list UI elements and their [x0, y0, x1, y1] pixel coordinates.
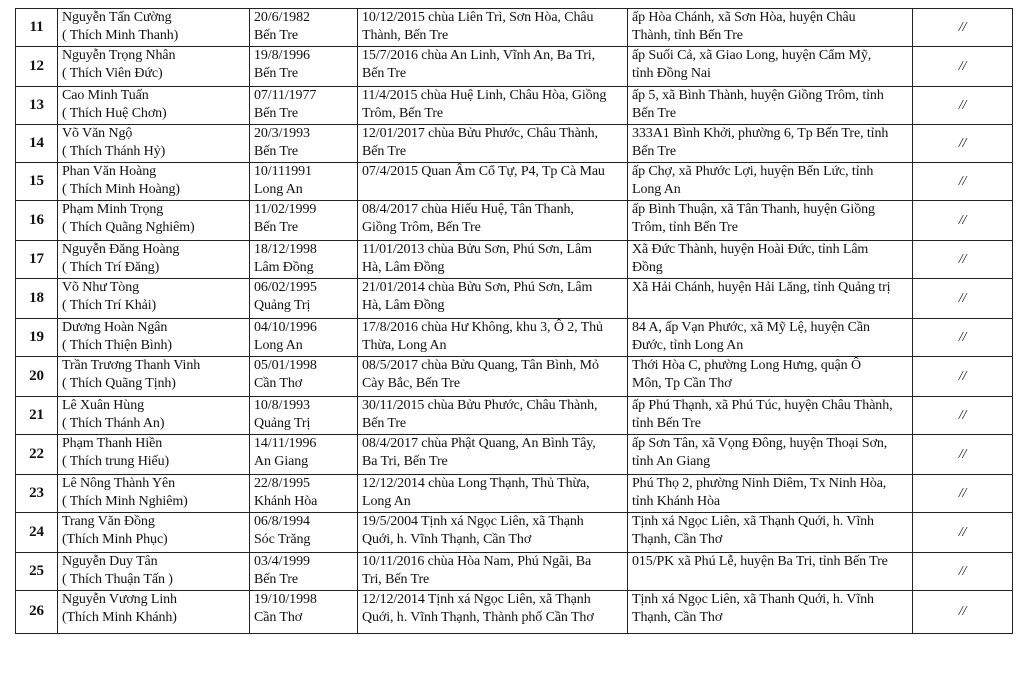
birth-date: 04/10/1996 [254, 320, 317, 335]
address-cell [628, 163, 913, 201]
row-number-cell [16, 397, 58, 435]
birth-cell [250, 591, 358, 634]
ordination-line: Tri, Bến Tre [362, 571, 430, 587]
ordination-cell [358, 319, 628, 357]
address-line: tỉnh An Giang [632, 453, 711, 469]
address-cell [628, 87, 913, 125]
table-row [16, 87, 1013, 125]
lay-name: Nguyễn Vương Linh [62, 592, 177, 607]
lay-name: Phạm Minh Trọng [62, 202, 164, 217]
address-line: Bến Tre [632, 143, 677, 159]
address-cell [628, 9, 913, 47]
ordination-line: 17/8/2016 chùa Hư Không, khu 3, Ô 2, Thủ [362, 320, 603, 335]
row-number-cell [16, 357, 58, 397]
ordination-line: 12/12/2014 chùa Long Thạnh, Thủ Thừa, [362, 476, 590, 491]
row-number: 14 [29, 134, 44, 151]
address-cell [628, 47, 913, 87]
birth-cell [250, 87, 358, 125]
row-number-cell [16, 9, 58, 47]
row-number: 26 [29, 603, 44, 620]
birth-date: 19/8/1996 [254, 48, 310, 63]
row-number-cell [16, 201, 58, 241]
birth-cell [250, 163, 358, 201]
row-number-cell [16, 513, 58, 553]
name-cell [58, 591, 250, 634]
row-number-cell [16, 319, 58, 357]
address-line: ấp Suối Cả, xã Giao Long, huyện Cẩm Mỹ, [632, 48, 872, 63]
name-cell [58, 357, 250, 397]
address-cell [628, 475, 913, 513]
lay-name: Võ Văn Ngộ [62, 126, 133, 141]
address-line: Tịnh xá Ngọc Liên, xã Thạnh Quới, h. Vĩnh [632, 514, 874, 529]
dharma-name: (Thích Minh Phục) [62, 531, 168, 547]
address-line: 333A1 Bình Khởi, phường 6, Tp Bến Tre, tỉnh [632, 126, 889, 141]
name-cell [58, 201, 250, 241]
table-row [16, 319, 1013, 357]
table-row [16, 397, 1013, 435]
row-number-cell [16, 241, 58, 279]
address-cell [628, 201, 913, 241]
ordination-line: Cày Bắc, Bến Tre [362, 375, 460, 391]
ditto-cell [913, 9, 1013, 47]
row-number: 17 [29, 250, 44, 267]
address-line: Thành, tỉnh Bến Tre [632, 27, 743, 43]
dharma-name: ( Thích Trí Đăng) [62, 259, 160, 275]
roster-table [15, 8, 1013, 634]
birth-place: Khánh Hòa [254, 493, 318, 509]
address-cell [628, 125, 913, 163]
ordination-cell [358, 435, 628, 475]
ordination-cell [358, 47, 628, 87]
ditto-cell [913, 279, 1013, 319]
birth-cell [250, 201, 358, 241]
dharma-name: ( Thích Thánh An) [62, 415, 165, 431]
dharma-name: ( Thích Thuận Tấn ) [62, 571, 173, 587]
ordination-cell [358, 201, 628, 241]
row-number: 11 [29, 18, 44, 35]
birth-date: 10/111991 [254, 164, 312, 179]
name-cell [58, 319, 250, 357]
ditto-mark: // [958, 368, 967, 384]
ordination-cell [358, 9, 628, 47]
address-line: Bến Tre [632, 105, 677, 121]
table-row [16, 357, 1013, 397]
row-number: 19 [29, 328, 44, 345]
address-cell [628, 279, 913, 319]
birth-cell [250, 9, 358, 47]
address-line: Long An [632, 181, 681, 197]
row-number-cell [16, 435, 58, 475]
ordination-cell [358, 241, 628, 279]
ditto-cell [913, 241, 1013, 279]
ditto-cell [913, 475, 1013, 513]
row-number-cell [16, 591, 58, 634]
ordination-line: 11/4/2015 chùa Huệ Linh, Châu Hòa, Giồng [362, 88, 607, 103]
birth-date: 20/6/1982 [254, 10, 310, 25]
ordination-line: 08/5/2017 chùa Bửu Quang, Tân Bình, Mỏ [362, 358, 599, 373]
address-line: Thạnh, Cần Thơ [632, 609, 723, 625]
row-number: 23 [29, 484, 44, 501]
table-row [16, 47, 1013, 87]
birth-cell [250, 241, 358, 279]
table-row [16, 591, 1013, 634]
row-number: 22 [29, 445, 44, 462]
birth-place: Cần Thơ [254, 609, 303, 625]
name-cell [58, 553, 250, 591]
birth-date: 06/02/1995 [254, 280, 317, 295]
birth-place: Quảng Trị [254, 297, 311, 313]
row-number-cell [16, 163, 58, 201]
name-cell [58, 279, 250, 319]
row-number: 13 [29, 96, 44, 113]
lay-name: Trần Trương Thanh Vinh [62, 358, 201, 373]
birth-place: Bến Tre [254, 105, 299, 121]
dharma-name: ( Thích Thiện Bình) [62, 337, 172, 353]
ordination-line: 10/12/2015 chùa Liên Trì, Sơn Hòa, Châu [362, 10, 594, 25]
address-line: ấp Hòa Chánh, xã Sơn Hòa, huyện Châu [632, 10, 856, 25]
address-line: 84 A, ấp Vạn Phước, xã Mỹ Lệ, huyện Cần [632, 320, 870, 335]
address-line: Đồng [632, 259, 663, 275]
ordination-line: 15/7/2016 chùa An Linh, Vĩnh An, Ba Tri, [362, 48, 595, 63]
row-number: 15 [29, 172, 44, 189]
ditto-cell [913, 163, 1013, 201]
address-line: Đước, tỉnh Long An [632, 337, 744, 353]
birth-cell [250, 397, 358, 435]
ditto-mark: // [958, 212, 967, 228]
ordination-line: 11/01/2013 chùa Bửu Sơn, Phú Sơn, Lâm [362, 242, 592, 257]
ditto-cell [913, 553, 1013, 591]
birth-date: 05/01/1998 [254, 358, 317, 373]
row-number: 25 [29, 562, 44, 579]
ditto-cell [913, 397, 1013, 435]
birth-cell [250, 319, 358, 357]
address-line: Phú Thọ 2, phường Ninh Diêm, Tx Ninh Hòa, [632, 476, 887, 491]
ordination-line: 07/4/2015 Quan Âm Cổ Tự, P4, Tp Cà Mau [362, 164, 605, 179]
ditto-mark: // [958, 604, 967, 620]
address-line: ấp Phú Thạnh, xã Phú Túc, huyện Châu Thành, [632, 398, 893, 413]
dharma-name: ( Thích Thánh Hỷ) [62, 143, 166, 159]
name-cell [58, 475, 250, 513]
ditto-mark: // [958, 173, 967, 189]
ordination-line: Quới, h. Vĩnh Thạnh, Thành phố Cần Thơ [362, 609, 594, 625]
address-line: Môn, Tp Cần Thơ [632, 375, 732, 391]
address-cell [628, 241, 913, 279]
address-line: tỉnh Đồng Nai [632, 65, 711, 81]
birth-place: Sóc Trăng [254, 531, 311, 547]
ditto-mark: // [958, 407, 967, 423]
address-line: ấp 5, xã Bình Thành, huyện Giồng Trôm, tỉnh [632, 88, 884, 103]
row-number: 16 [29, 211, 44, 228]
address-cell [628, 357, 913, 397]
row-number-cell [16, 553, 58, 591]
name-cell [58, 87, 250, 125]
dharma-name: ( Thích Huệ Chơn) [62, 105, 167, 121]
ordination-line: 19/5/2004 Tịnh xá Ngọc Liên, xã Thạnh [362, 514, 584, 529]
address-line: Xã Đức Thành, huyện Hoài Đức, tỉnh Lâm [632, 242, 869, 257]
roster-table-body [16, 9, 1013, 634]
address-line: Xã Hải Chánh, huyện Hải Lăng, tỉnh Quảng trị [632, 280, 891, 295]
ordination-cell [358, 357, 628, 397]
ordination-cell [358, 513, 628, 553]
birth-cell [250, 125, 358, 163]
ordination-line: 12/01/2017 chùa Bửu Phước, Châu Thành, [362, 126, 598, 141]
table-row [16, 435, 1013, 475]
birth-date: 20/3/1993 [254, 126, 310, 141]
ditto-cell [913, 591, 1013, 634]
ordination-cell [358, 475, 628, 513]
address-line: Trôm, tỉnh Bến Tre [632, 219, 738, 235]
address-line: ấp Chợ, xã Phước Lợi, huyện Bến Lức, tỉnh [632, 164, 874, 179]
name-cell [58, 9, 250, 47]
ordination-line: Giồng Trôm, Bến Tre [362, 219, 481, 235]
ditto-mark: // [958, 485, 967, 501]
ordination-line: Thừa, Long An [362, 337, 447, 353]
lay-name: Võ Như Tòng [62, 280, 140, 295]
row-number: 20 [29, 367, 44, 384]
address-cell [628, 319, 913, 357]
name-cell [58, 397, 250, 435]
address-line: Thạnh, Cần Thơ [632, 531, 723, 547]
name-cell [58, 513, 250, 553]
dharma-name: ( Thích Quãng Tịnh) [62, 375, 176, 391]
ordination-cell [358, 553, 628, 591]
ordination-line: Bến Tre [362, 143, 407, 159]
address-cell [628, 591, 913, 634]
table-row [16, 125, 1013, 163]
ditto-mark: // [958, 524, 967, 540]
ordination-line: 08/4/2017 chùa Hiếu Huệ, Tân Thanh, [362, 202, 574, 217]
ditto-mark: // [958, 19, 967, 35]
row-number-cell [16, 87, 58, 125]
ditto-cell [913, 125, 1013, 163]
ditto-mark: // [958, 135, 967, 151]
lay-name: Trang Văn Đồng [62, 514, 155, 529]
birth-place: Bến Tre [254, 219, 299, 235]
table-row [16, 279, 1013, 319]
roster-page [15, 8, 1012, 671]
row-number-cell [16, 475, 58, 513]
address-cell [628, 553, 913, 591]
ordination-line: 10/11/2016 chùa Hòa Nam, Phú Ngãi, Ba [362, 554, 592, 569]
birth-place: Bến Tre [254, 27, 299, 43]
lay-name: Phạm Thanh Hiền [62, 436, 163, 451]
address-line: ấp Sơn Tân, xã Vọng Đông, huyện Thoại Sơn, [632, 436, 888, 451]
address-line: tỉnh Bến Tre [632, 415, 701, 431]
birth-cell [250, 513, 358, 553]
address-line: ấp Bình Thuận, xã Tân Thanh, huyện Giồng [632, 202, 875, 217]
lay-name: Dương Hoàn Ngân [62, 320, 168, 335]
ordination-line: 12/12/2014 Tịnh xá Ngọc Liên, xã Thạnh [362, 592, 591, 607]
ditto-mark: // [958, 563, 967, 579]
ordination-line: Long An [362, 493, 411, 509]
name-cell [58, 163, 250, 201]
table-row [16, 513, 1013, 553]
birth-place: Lâm Đồng [254, 259, 314, 275]
lay-name: Nguyễn Đăng Hoàng [62, 242, 180, 257]
ordination-cell [358, 397, 628, 435]
row-number: 12 [29, 57, 44, 74]
ordination-cell [358, 279, 628, 319]
address-line: Tịnh xá Ngọc Liên, xã Thanh Quới, h. Vĩnh [632, 592, 874, 607]
ordination-line: Thành, Bến Tre [362, 27, 449, 43]
row-number-cell [16, 47, 58, 87]
ordination-line: Trôm, Bến Tre [362, 105, 444, 121]
lay-name: Nguyễn Tấn Cường [62, 10, 172, 25]
birth-cell [250, 47, 358, 87]
address-cell [628, 397, 913, 435]
row-number-cell [16, 279, 58, 319]
dharma-name: ( Thích Minh Hoàng) [62, 181, 180, 197]
birth-date: 07/11/1977 [254, 88, 317, 103]
ditto-cell [913, 357, 1013, 397]
birth-date: 19/10/1998 [254, 592, 317, 607]
ditto-mark: // [958, 329, 967, 345]
birth-cell [250, 475, 358, 513]
table-row [16, 163, 1013, 201]
ditto-cell [913, 435, 1013, 475]
ordination-line: Ba Tri, Bến Tre [362, 453, 448, 469]
birth-date: 11/02/1999 [254, 202, 317, 217]
dharma-name: (Thích Minh Khánh) [62, 609, 177, 625]
table-row [16, 553, 1013, 591]
address-line: 015/PK xã Phú Lễ, huyện Ba Tri, tỉnh Bến Tre [632, 554, 888, 569]
birth-place: Long An [254, 337, 303, 353]
birth-place: Bến Tre [254, 571, 299, 587]
row-number: 18 [29, 289, 44, 306]
ditto-cell [913, 201, 1013, 241]
lay-name: Phan Văn Hoàng [62, 164, 156, 179]
birth-cell [250, 279, 358, 319]
lay-name: Nguyễn Duy Tân [62, 554, 158, 569]
address-cell [628, 435, 913, 475]
ditto-mark: // [958, 58, 967, 74]
birth-date: 03/4/1999 [254, 554, 310, 569]
address-line: tỉnh Khánh Hòa [632, 493, 721, 509]
dharma-name: ( Thích Trí Khải) [62, 297, 157, 313]
ordination-cell [358, 87, 628, 125]
birth-place: Cần Thơ [254, 375, 303, 391]
name-cell [58, 47, 250, 87]
ditto-mark: // [958, 290, 967, 306]
name-cell [58, 241, 250, 279]
name-cell [58, 435, 250, 475]
dharma-name: ( Thích Quãng Nghiêm) [62, 219, 195, 235]
dharma-name: ( Thích Minh Thanh) [62, 27, 179, 43]
table-row [16, 475, 1013, 513]
ordination-cell [358, 163, 628, 201]
ordination-line: Bến Tre [362, 65, 407, 81]
table-row [16, 201, 1013, 241]
table-row [16, 241, 1013, 279]
ditto-mark: // [958, 97, 967, 113]
ordination-line: 08/4/2017 chùa Phật Quang, An Bình Tây, [362, 436, 596, 451]
birth-date: 14/11/1996 [254, 436, 317, 451]
name-cell [58, 125, 250, 163]
row-number-cell [16, 125, 58, 163]
ditto-mark: // [958, 251, 967, 267]
ditto-cell [913, 47, 1013, 87]
ordination-cell [358, 591, 628, 634]
address-line: Thới Hòa C, phường Long Hưng, quận Ô [632, 358, 861, 373]
birth-cell [250, 435, 358, 475]
lay-name: Nguyễn Trọng Nhân [62, 48, 176, 63]
dharma-name: ( Thích trung Hiếu) [62, 453, 170, 469]
lay-name: Lê Xuân Hùng [62, 398, 145, 413]
ditto-cell [913, 87, 1013, 125]
birth-place: Long An [254, 181, 303, 197]
address-cell [628, 513, 913, 553]
ordination-line: 30/11/2015 chùa Bửu Phước, Châu Thành, [362, 398, 598, 413]
ordination-line: Quới, h. Vĩnh Thạnh, Cần Thơ [362, 531, 532, 547]
lay-name: Lê Nông Thành Yên [62, 476, 175, 491]
birth-place: Bến Tre [254, 143, 299, 159]
table-row [16, 9, 1013, 47]
ditto-cell [913, 319, 1013, 357]
ordination-cell [358, 125, 628, 163]
birth-cell [250, 553, 358, 591]
birth-place: Quảng Trị [254, 415, 311, 431]
birth-date: 10/8/1993 [254, 398, 310, 413]
dharma-name: ( Thích Minh Nghiêm) [62, 493, 188, 509]
lay-name: Cao Minh Tuấn [62, 88, 149, 103]
ordination-line: Hà, Lâm Đồng [362, 259, 445, 275]
birth-place: An Giang [254, 453, 309, 469]
birth-date: 22/8/1995 [254, 476, 310, 491]
dharma-name: ( Thích Viên Đức) [62, 65, 163, 81]
ditto-cell [913, 513, 1013, 553]
ordination-line: Bến Tre [362, 415, 407, 431]
row-number: 21 [29, 406, 44, 423]
birth-place: Bến Tre [254, 65, 299, 81]
birth-cell [250, 357, 358, 397]
ordination-line: 21/01/2014 chùa Bửu Sơn, Phú Sơn, Lâm [362, 280, 593, 295]
birth-date: 06/8/1994 [254, 514, 310, 529]
birth-date: 18/12/1998 [254, 242, 317, 257]
ditto-mark: // [958, 446, 967, 462]
ordination-line: Hà, Lâm Đồng [362, 297, 445, 313]
row-number: 24 [29, 523, 44, 540]
